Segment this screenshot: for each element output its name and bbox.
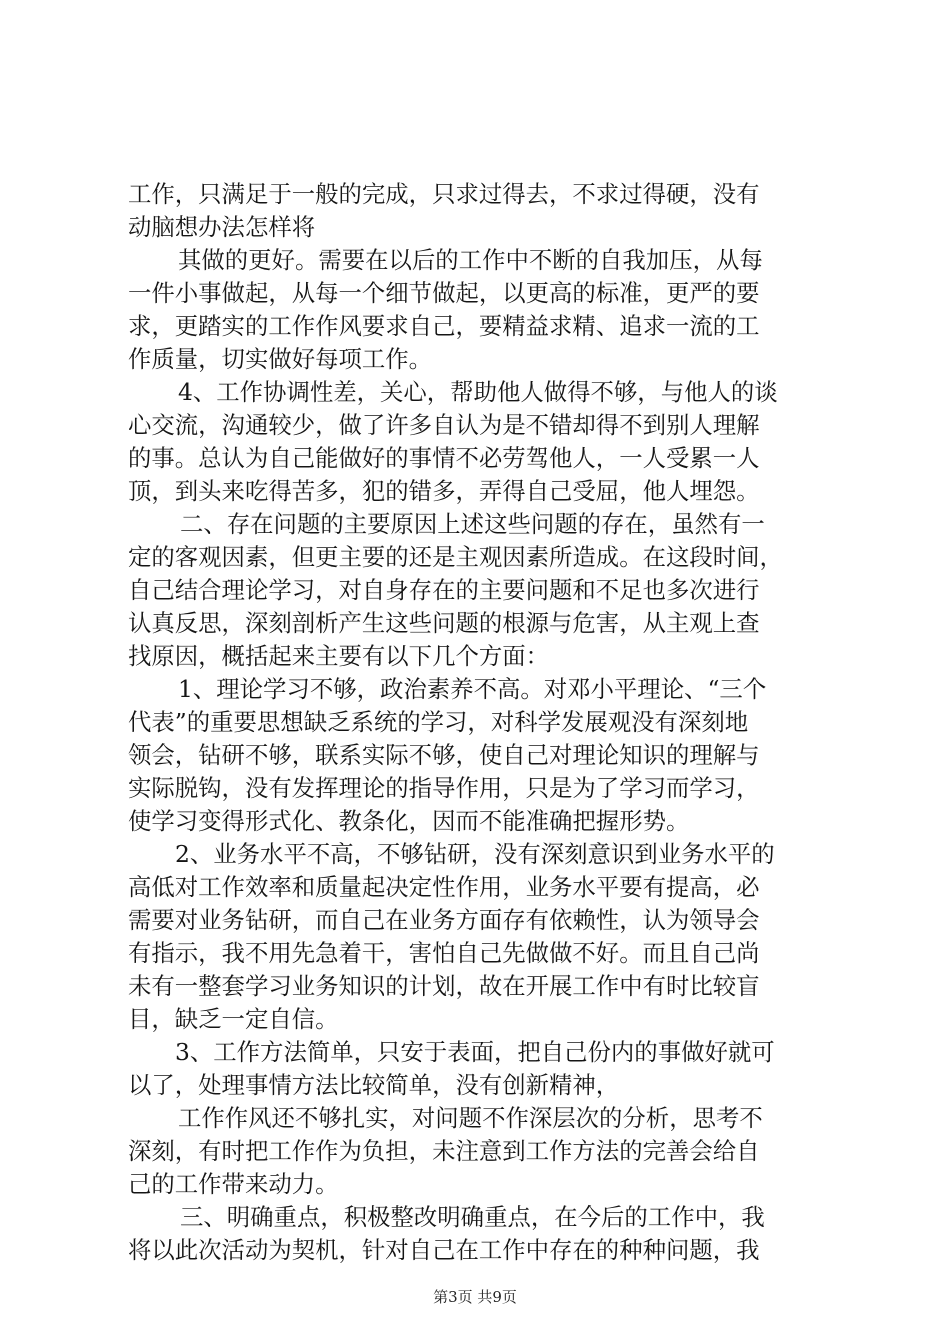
text-line: 求，更踏实的工作作风要求自己，要精益求精、追求一流的工 — [128, 312, 760, 340]
page-footer: 第3页 共9页 — [433, 1288, 517, 1306]
text-line: 深刻，有时把工作作为负担，未注意到工作方法的完善会给自 — [128, 1137, 760, 1165]
text-line: 二、存在问题的主要原因上述这些问题的存在，虽然有一 — [180, 510, 765, 538]
text-line: 使学习变得形式化、教条化，因而不能准确把握形势。 — [128, 807, 690, 835]
text-line: 有指示，我不用先急着干，害怕自己先做做不好。而且自己尚 — [128, 939, 760, 967]
text-line: 己的工作带来动力。 — [128, 1170, 339, 1198]
text-line: 的事。总认为自己能做好的事情不必劳驾他人，一人受累一人 — [128, 444, 760, 472]
text-line: 高低对工作效率和质量起决定性作用，业务水平要有提高，必 — [128, 873, 760, 901]
text-line: 工作，只满足于一般的完成，只求过得去，不求过得硬，没有 — [128, 180, 760, 208]
text-line: 2、业务水平不高，不够钻研，没有深刻意识到业务水平的 — [175, 840, 775, 868]
text-line: 一件小事做起，从每一个细节做起，以更高的标准，更严的要 — [128, 279, 760, 307]
text-line: 找原因，概括起来主要有以下几个方面： — [128, 642, 550, 670]
text-line: 顶，到头来吃得苦多，犯的错多，弄得自己受屈，他人埋怨。 — [128, 477, 760, 505]
text-line: 将以此次活动为契机，针对自己在工作中存在的种种问题，我 — [128, 1236, 760, 1264]
text-line: 目，缺乏一定自信。 — [128, 1005, 339, 1033]
text-line: 未有一整套学习业务知识的计划，故在开展工作中有时比较盲 — [128, 972, 760, 1000]
text-line: 需要对业务钻研，而自己在业务方面存有依赖性，认为领导会 — [128, 906, 760, 934]
text-line: 心交流，沟通较少，做了许多自认为是不错却得不到别人理解 — [128, 411, 760, 439]
text-line: 定的客观因素，但更主要的还是主观因素所造成。在这段时间， — [128, 543, 783, 571]
text-line: 自己结合理论学习，对自身存在的主要问题和不足也多次进行 — [128, 576, 760, 604]
text-line: 1、理论学习不够，政治素养不高。对邓小平理论、“三个 — [178, 675, 767, 703]
text-line: 作质量，切实做好每项工作。 — [128, 345, 433, 373]
text-line: 其做的更好。需要在以后的工作中不断的自我加压，从每 — [178, 246, 763, 274]
text-line: 3、工作方法简单，只安于表面，把自己份内的事做好就可 — [175, 1038, 775, 1066]
text-line: 认真反思，深刻剖析产生这些问题的根源与危害，从主观上查 — [128, 609, 760, 637]
text-line: 代表”的重要思想缺乏系统的学习，对科学发展观没有深刻地 — [128, 708, 749, 736]
text-line: 以了，处理事情方法比较简单，没有创新精神， — [128, 1071, 620, 1099]
text-line: 动脑想办法怎样将 — [128, 213, 316, 241]
text-line: 实际脱钩，没有发挥理论的指导作用，只是为了学习而学习， — [128, 774, 760, 802]
text-line: 4、工作协调性差，关心，帮助他人做得不够，与他人的谈 — [178, 378, 778, 406]
text-line: 三、明确重点，积极整改明确重点，在今后的工作中，我 — [180, 1203, 765, 1231]
text-line: 工作作风还不够扎实，对问题不作深层次的分析，思考不 — [178, 1104, 763, 1132]
text-line: 领会，钻研不够，联系实际不够，使自己对理论知识的理解与 — [128, 741, 760, 769]
